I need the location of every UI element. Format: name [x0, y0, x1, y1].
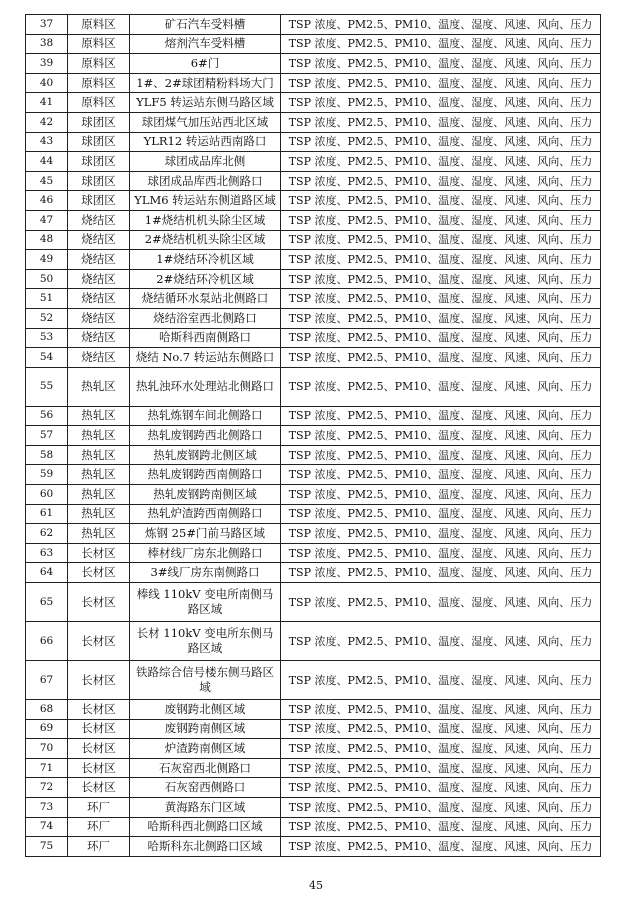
- row-number-cell: 61: [26, 504, 68, 524]
- table-row: [26, 54, 601, 74]
- location-cell: 哈斯科东北侧路口区域: [130, 837, 281, 857]
- row-number-cell: 63: [26, 543, 68, 563]
- monitor-items-cell: TSP 浓度、PM2.5、PM10、温度、湿度、风速、风向、压力: [281, 73, 601, 93]
- table-row: [26, 34, 601, 54]
- row-number-cell: 44: [26, 152, 68, 172]
- row-number-cell: 56: [26, 406, 68, 426]
- table-row: [26, 348, 601, 368]
- monitoring-point-table: [25, 14, 601, 857]
- location-cell: 铁路综合信号楼东侧马路区域: [130, 661, 281, 700]
- row-number-cell: 75: [26, 837, 68, 857]
- location-cell: 6#门: [130, 54, 281, 74]
- row-number-cell: 49: [26, 250, 68, 270]
- zone-cell: 烧结区: [68, 348, 130, 368]
- table-row: [26, 504, 601, 524]
- table-row: [26, 191, 601, 211]
- monitor-items-cell: TSP 浓度、PM2.5、PM10、温度、湿度、风速、风向、压力: [281, 34, 601, 54]
- table-row: [26, 250, 601, 270]
- row-number-cell: 58: [26, 445, 68, 465]
- table-row: [26, 210, 601, 230]
- table-row: [26, 15, 601, 35]
- zone-cell: 热轧区: [68, 445, 130, 465]
- zone-cell: 长材区: [68, 543, 130, 563]
- location-cell: 炼钢 25#门前马路区域: [130, 524, 281, 544]
- row-number-cell: 70: [26, 739, 68, 759]
- zone-cell: 长材区: [68, 661, 130, 700]
- table-row: [26, 837, 601, 857]
- table-row: [26, 230, 601, 250]
- monitor-items-cell: TSP 浓度、PM2.5、PM10、温度、湿度、风速、风向、压力: [281, 152, 601, 172]
- row-number-cell: 45: [26, 171, 68, 191]
- table-row: [26, 93, 601, 113]
- monitor-items-cell: TSP 浓度、PM2.5、PM10、温度、湿度、风速、风向、压力: [281, 719, 601, 739]
- row-number-cell: 39: [26, 54, 68, 74]
- row-number-cell: 65: [26, 583, 68, 622]
- table-row: [26, 758, 601, 778]
- table-row: [26, 622, 601, 661]
- monitor-items-cell: TSP 浓度、PM2.5、PM10、温度、湿度、风速、风向、压力: [281, 426, 601, 446]
- monitor-items-cell: TSP 浓度、PM2.5、PM10、温度、湿度、风速、风向、压力: [281, 700, 601, 720]
- row-number-cell: 51: [26, 289, 68, 309]
- table-row: [26, 289, 601, 309]
- zone-cell: 长材区: [68, 563, 130, 583]
- location-cell: 棒材线厂房东北侧路口: [130, 543, 281, 563]
- monitor-items-cell: TSP 浓度、PM2.5、PM10、温度、湿度、风速、风向、压力: [281, 778, 601, 798]
- monitor-items-cell: TSP 浓度、PM2.5、PM10、温度、湿度、风速、风向、压力: [281, 54, 601, 74]
- table-row: [26, 269, 601, 289]
- table-row: [26, 171, 601, 191]
- table-row: [26, 426, 601, 446]
- zone-cell: 烧结区: [68, 210, 130, 230]
- row-number-cell: 42: [26, 112, 68, 132]
- table-row: [26, 583, 601, 622]
- table-row: [26, 817, 601, 837]
- row-number-cell: 71: [26, 758, 68, 778]
- row-number-cell: 67: [26, 661, 68, 700]
- row-number-cell: 66: [26, 622, 68, 661]
- zone-cell: 热轧区: [68, 367, 130, 406]
- table-row: [26, 563, 601, 583]
- location-cell: 烧结循环水泵站北侧路口: [130, 289, 281, 309]
- zone-cell: 烧结区: [68, 269, 130, 289]
- table-row: [26, 367, 601, 406]
- row-number-cell: 64: [26, 563, 68, 583]
- row-number-cell: 69: [26, 719, 68, 739]
- location-cell: 球团成品库北侧: [130, 152, 281, 172]
- monitor-items-cell: TSP 浓度、PM2.5、PM10、温度、湿度、风速、风向、压力: [281, 112, 601, 132]
- location-cell: YLF5 转运站东侧马路区域: [130, 93, 281, 113]
- row-number-cell: 41: [26, 93, 68, 113]
- location-cell: 石灰窑西北侧路口: [130, 758, 281, 778]
- zone-cell: 原料区: [68, 15, 130, 35]
- row-number-cell: 60: [26, 485, 68, 505]
- table-row: [26, 739, 601, 759]
- row-number-cell: 47: [26, 210, 68, 230]
- location-cell: 热轧废钢跨西南侧路口: [130, 465, 281, 485]
- table-row: [26, 543, 601, 563]
- row-number-cell: 72: [26, 778, 68, 798]
- zone-cell: 烧结区: [68, 308, 130, 328]
- row-number-cell: 37: [26, 15, 68, 35]
- location-cell: YLM6 转运站东侧道路区域: [130, 191, 281, 211]
- table-row: [26, 524, 601, 544]
- location-cell: 黄海路东门区域: [130, 798, 281, 818]
- row-number-cell: 38: [26, 34, 68, 54]
- zone-cell: 原料区: [68, 73, 130, 93]
- location-cell: 长材 110kV 变电所东侧马路区域: [130, 622, 281, 661]
- table-row: [26, 465, 601, 485]
- monitor-items-cell: TSP 浓度、PM2.5、PM10、温度、湿度、风速、风向、压力: [281, 543, 601, 563]
- zone-cell: 原料区: [68, 34, 130, 54]
- monitor-items-cell: TSP 浓度、PM2.5、PM10、温度、湿度、风速、风向、压力: [281, 817, 601, 837]
- monitor-items-cell: TSP 浓度、PM2.5、PM10、温度、湿度、风速、风向、压力: [281, 289, 601, 309]
- zone-cell: 热轧区: [68, 426, 130, 446]
- zone-cell: 长材区: [68, 719, 130, 739]
- location-cell: YLR12 转运站西南路口: [130, 132, 281, 152]
- page-number: 45: [309, 879, 323, 892]
- zone-cell: 长材区: [68, 758, 130, 778]
- table-row: [26, 308, 601, 328]
- zone-cell: 烧结区: [68, 328, 130, 348]
- table-row: [26, 73, 601, 93]
- row-number-cell: 43: [26, 132, 68, 152]
- row-number-cell: 68: [26, 700, 68, 720]
- table-row: [26, 406, 601, 426]
- monitor-items-cell: TSP 浓度、PM2.5、PM10、温度、湿度、风速、风向、压力: [281, 171, 601, 191]
- monitor-items-cell: TSP 浓度、PM2.5、PM10、温度、湿度、风速、风向、压力: [281, 798, 601, 818]
- monitor-items-cell: TSP 浓度、PM2.5、PM10、温度、湿度、风速、风向、压力: [281, 504, 601, 524]
- monitor-items-cell: TSP 浓度、PM2.5、PM10、温度、湿度、风速、风向、压力: [281, 661, 601, 700]
- monitor-items-cell: TSP 浓度、PM2.5、PM10、温度、湿度、风速、风向、压力: [281, 465, 601, 485]
- table-row: [26, 719, 601, 739]
- monitor-items-cell: TSP 浓度、PM2.5、PM10、温度、湿度、风速、风向、压力: [281, 348, 601, 368]
- row-number-cell: 40: [26, 73, 68, 93]
- monitor-items-cell: TSP 浓度、PM2.5、PM10、温度、湿度、风速、风向、压力: [281, 93, 601, 113]
- location-cell: 烧结 No.7 转运站东侧路口: [130, 348, 281, 368]
- row-number-cell: 54: [26, 348, 68, 368]
- table-row: [26, 485, 601, 505]
- location-cell: 热轧炼钢车间北侧路口: [130, 406, 281, 426]
- zone-cell: 球团区: [68, 152, 130, 172]
- monitor-items-cell: TSP 浓度、PM2.5、PM10、温度、湿度、风速、风向、压力: [281, 132, 601, 152]
- monitor-items-cell: TSP 浓度、PM2.5、PM10、温度、湿度、风速、风向、压力: [281, 210, 601, 230]
- location-cell: 石灰窑西侧路口: [130, 778, 281, 798]
- zone-cell: 长材区: [68, 583, 130, 622]
- location-cell: 3#线厂房东南侧路口: [130, 563, 281, 583]
- row-number-cell: 57: [26, 426, 68, 446]
- monitor-items-cell: TSP 浓度、PM2.5、PM10、温度、湿度、风速、风向、压力: [281, 367, 601, 406]
- monitor-items-cell: TSP 浓度、PM2.5、PM10、温度、湿度、风速、风向、压力: [281, 308, 601, 328]
- zone-cell: 长材区: [68, 622, 130, 661]
- zone-cell: 热轧区: [68, 504, 130, 524]
- row-number-cell: 46: [26, 191, 68, 211]
- location-cell: 热轧废钢跨南侧区域: [130, 485, 281, 505]
- zone-cell: 原料区: [68, 54, 130, 74]
- monitor-items-cell: TSP 浓度、PM2.5、PM10、温度、湿度、风速、风向、压力: [281, 739, 601, 759]
- location-cell: 熔剂汽车受料槽: [130, 34, 281, 54]
- zone-cell: 球团区: [68, 191, 130, 211]
- location-cell: 2#烧结环冷机区域: [130, 269, 281, 289]
- location-cell: 炉渣跨南侧区域: [130, 739, 281, 759]
- monitor-items-cell: TSP 浓度、PM2.5、PM10、温度、湿度、风速、风向、压力: [281, 15, 601, 35]
- table-row: [26, 661, 601, 700]
- row-number-cell: 62: [26, 524, 68, 544]
- location-cell: 废钢跨北侧区域: [130, 700, 281, 720]
- location-cell: 2#烧结机机头除尘区域: [130, 230, 281, 250]
- location-cell: 1#烧结机机头除尘区域: [130, 210, 281, 230]
- zone-cell: 环厂: [68, 817, 130, 837]
- table-row: [26, 445, 601, 465]
- monitor-items-cell: TSP 浓度、PM2.5、PM10、温度、湿度、风速、风向、压力: [281, 269, 601, 289]
- location-cell: 1#、2#球团精粉料场大门: [130, 73, 281, 93]
- monitor-items-cell: TSP 浓度、PM2.5、PM10、温度、湿度、风速、风向、压力: [281, 328, 601, 348]
- monitor-items-cell: TSP 浓度、PM2.5、PM10、温度、湿度、风速、风向、压力: [281, 485, 601, 505]
- zone-cell: 长材区: [68, 778, 130, 798]
- monitor-items-cell: TSP 浓度、PM2.5、PM10、温度、湿度、风速、风向、压力: [281, 583, 601, 622]
- row-number-cell: 48: [26, 230, 68, 250]
- zone-cell: 热轧区: [68, 524, 130, 544]
- table-row: [26, 132, 601, 152]
- monitor-items-cell: TSP 浓度、PM2.5、PM10、温度、湿度、风速、风向、压力: [281, 445, 601, 465]
- location-cell: 哈斯科西南侧路口: [130, 328, 281, 348]
- table-row: [26, 328, 601, 348]
- table-row: [26, 700, 601, 720]
- zone-cell: 热轧区: [68, 406, 130, 426]
- zone-cell: 长材区: [68, 739, 130, 759]
- monitor-items-cell: TSP 浓度、PM2.5、PM10、温度、湿度、风速、风向、压力: [281, 524, 601, 544]
- row-number-cell: 59: [26, 465, 68, 485]
- zone-cell: 原料区: [68, 93, 130, 113]
- table-row: [26, 798, 601, 818]
- row-number-cell: 73: [26, 798, 68, 818]
- zone-cell: 球团区: [68, 171, 130, 191]
- row-number-cell: 52: [26, 308, 68, 328]
- zone-cell: 热轧区: [68, 485, 130, 505]
- zone-cell: 球团区: [68, 132, 130, 152]
- monitor-items-cell: TSP 浓度、PM2.5、PM10、温度、湿度、风速、风向、压力: [281, 622, 601, 661]
- table-row: [26, 778, 601, 798]
- monitor-items-cell: TSP 浓度、PM2.5、PM10、温度、湿度、风速、风向、压力: [281, 563, 601, 583]
- monitor-items-cell: TSP 浓度、PM2.5、PM10、温度、湿度、风速、风向、压力: [281, 758, 601, 778]
- table-body: [26, 15, 601, 857]
- table-row: [26, 112, 601, 132]
- monitoring-point-table-wrapper: [25, 14, 601, 857]
- monitor-items-cell: TSP 浓度、PM2.5、PM10、温度、湿度、风速、风向、压力: [281, 406, 601, 426]
- row-number-cell: 74: [26, 817, 68, 837]
- zone-cell: 烧结区: [68, 230, 130, 250]
- row-number-cell: 50: [26, 269, 68, 289]
- location-cell: 废钢跨南侧区域: [130, 719, 281, 739]
- location-cell: 热轧炉渣跨西南侧路口: [130, 504, 281, 524]
- monitor-items-cell: TSP 浓度、PM2.5、PM10、温度、湿度、风速、风向、压力: [281, 837, 601, 857]
- location-cell: 球团煤气加压站西北区域: [130, 112, 281, 132]
- monitor-items-cell: TSP 浓度、PM2.5、PM10、温度、湿度、风速、风向、压力: [281, 250, 601, 270]
- zone-cell: 球团区: [68, 112, 130, 132]
- monitor-items-cell: TSP 浓度、PM2.5、PM10、温度、湿度、风速、风向、压力: [281, 230, 601, 250]
- location-cell: 棒线 110kV 变电所南侧马路区域: [130, 583, 281, 622]
- zone-cell: 环厂: [68, 837, 130, 857]
- location-cell: 热轧废钢跨西北侧路口: [130, 426, 281, 446]
- zone-cell: 烧结区: [68, 289, 130, 309]
- location-cell: 哈斯科西北侧路口区域: [130, 817, 281, 837]
- zone-cell: 烧结区: [68, 250, 130, 270]
- monitor-items-cell: TSP 浓度、PM2.5、PM10、温度、湿度、风速、风向、压力: [281, 191, 601, 211]
- location-cell: 热轧废钢跨北侧区域: [130, 445, 281, 465]
- table-row: [26, 152, 601, 172]
- location-cell: 矿石汽车受料槽: [130, 15, 281, 35]
- location-cell: 热轧浊环水处理站北侧路口: [130, 367, 281, 406]
- zone-cell: 热轧区: [68, 465, 130, 485]
- row-number-cell: 55: [26, 367, 68, 406]
- location-cell: 1#烧结环冷机区域: [130, 250, 281, 270]
- location-cell: 球团成品库西北侧路口: [130, 171, 281, 191]
- row-number-cell: 53: [26, 328, 68, 348]
- zone-cell: 环厂: [68, 798, 130, 818]
- zone-cell: 长材区: [68, 700, 130, 720]
- location-cell: 烧结浴室西北侧路口: [130, 308, 281, 328]
